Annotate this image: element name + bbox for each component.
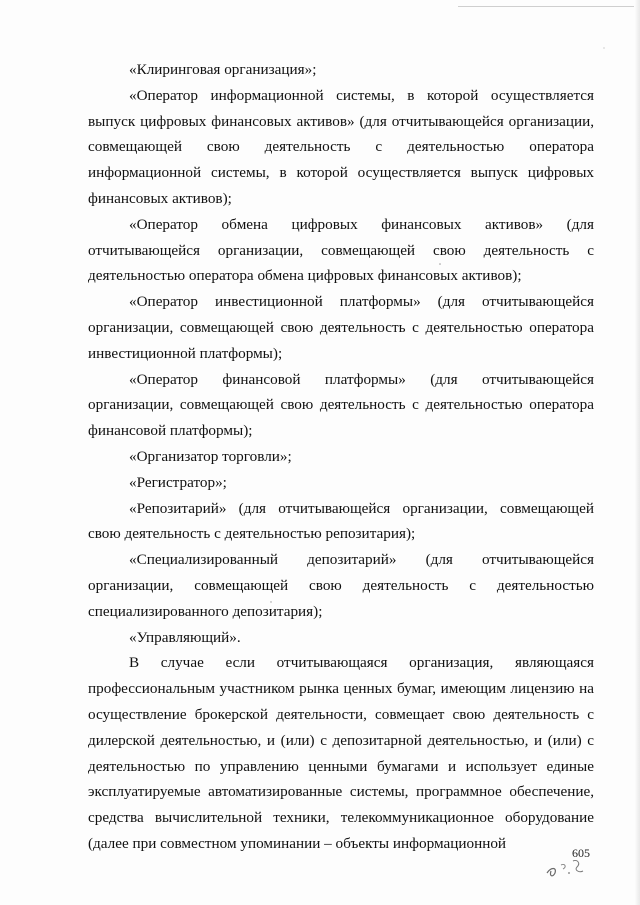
document-body — [88, 57, 594, 857]
paragraph-main-clause: В случае если отчитывающаяся организация, являющаяся профессиональным участником рынка ценных бумаг, имеющим лицензию на осуществление брокерской деятельности, совмещает свою деятельность с дилерской деятельностью, и (или) с депозитарной деятельностью, и (или) с деятельностью по управлению ценными бумагами и использует единые эксплуатируемые автоматизированные системы, программное обеспечение, средства вычислительной техники, телекоммуникационное оборудование (далее при совместном упоминании – объекты информационной — [88, 654, 594, 852]
paragraph-manager: «Управляющий». — [129, 628, 241, 646]
paragraph-investment-platform-operator: «Оператор инвестиционной платформы» (для отчитывающейся организации, совмещающей свою деятельность с деятельностью оператора инвестиционной платформы); — [88, 293, 594, 362]
paragraph-repository: «Репозитарий» (для отчитывающейся организации, совмещающей свою деятельность с деятельностью репозитария); — [88, 499, 594, 543]
page-number: 605 — [572, 846, 590, 860]
page-edge-shadow — [634, 0, 640, 905]
handwritten-mark-icon — [543, 853, 591, 879]
paragraph-registrar: «Регистратор»; — [129, 473, 227, 491]
paragraph-clearing-organization: «Клиринговая организация»; — [129, 61, 317, 78]
paragraph-financial-platform-operator: «Оператор финансовой платформы» (для отчитывающейся организации, совмещающей свою деятельность с деятельностью оператора финансовой платформы); — [88, 370, 594, 440]
paragraph-info-system-operator: «Оператор информационной системы, в которой осуществляется выпуск цифровых финансовых активов» (для отчитывающейся организации, совмещающей свою деятельность с деятельностью оператора информационной системы, в которой осуществляется выпуск цифровых финансовых активов); — [88, 86, 594, 207]
paragraph-trade-organizer: «Организатор торговли»; — [129, 447, 292, 465]
paragraph-dfa-exchange-operator: «Оператор обмена цифровых финансовых активов» (для отчитывающейся организации, совмещающей свою деятельность с деятельностью оператора обмена цифровых финансовых активов); — [88, 215, 594, 285]
paragraph-specialized-depository: «Специализированный депозитарий» (для отчитывающейся организации, совмещающей свою деятельность с деятельностью специализированного депозитария); — [88, 551, 594, 620]
scan-top-rule — [458, 6, 634, 7]
